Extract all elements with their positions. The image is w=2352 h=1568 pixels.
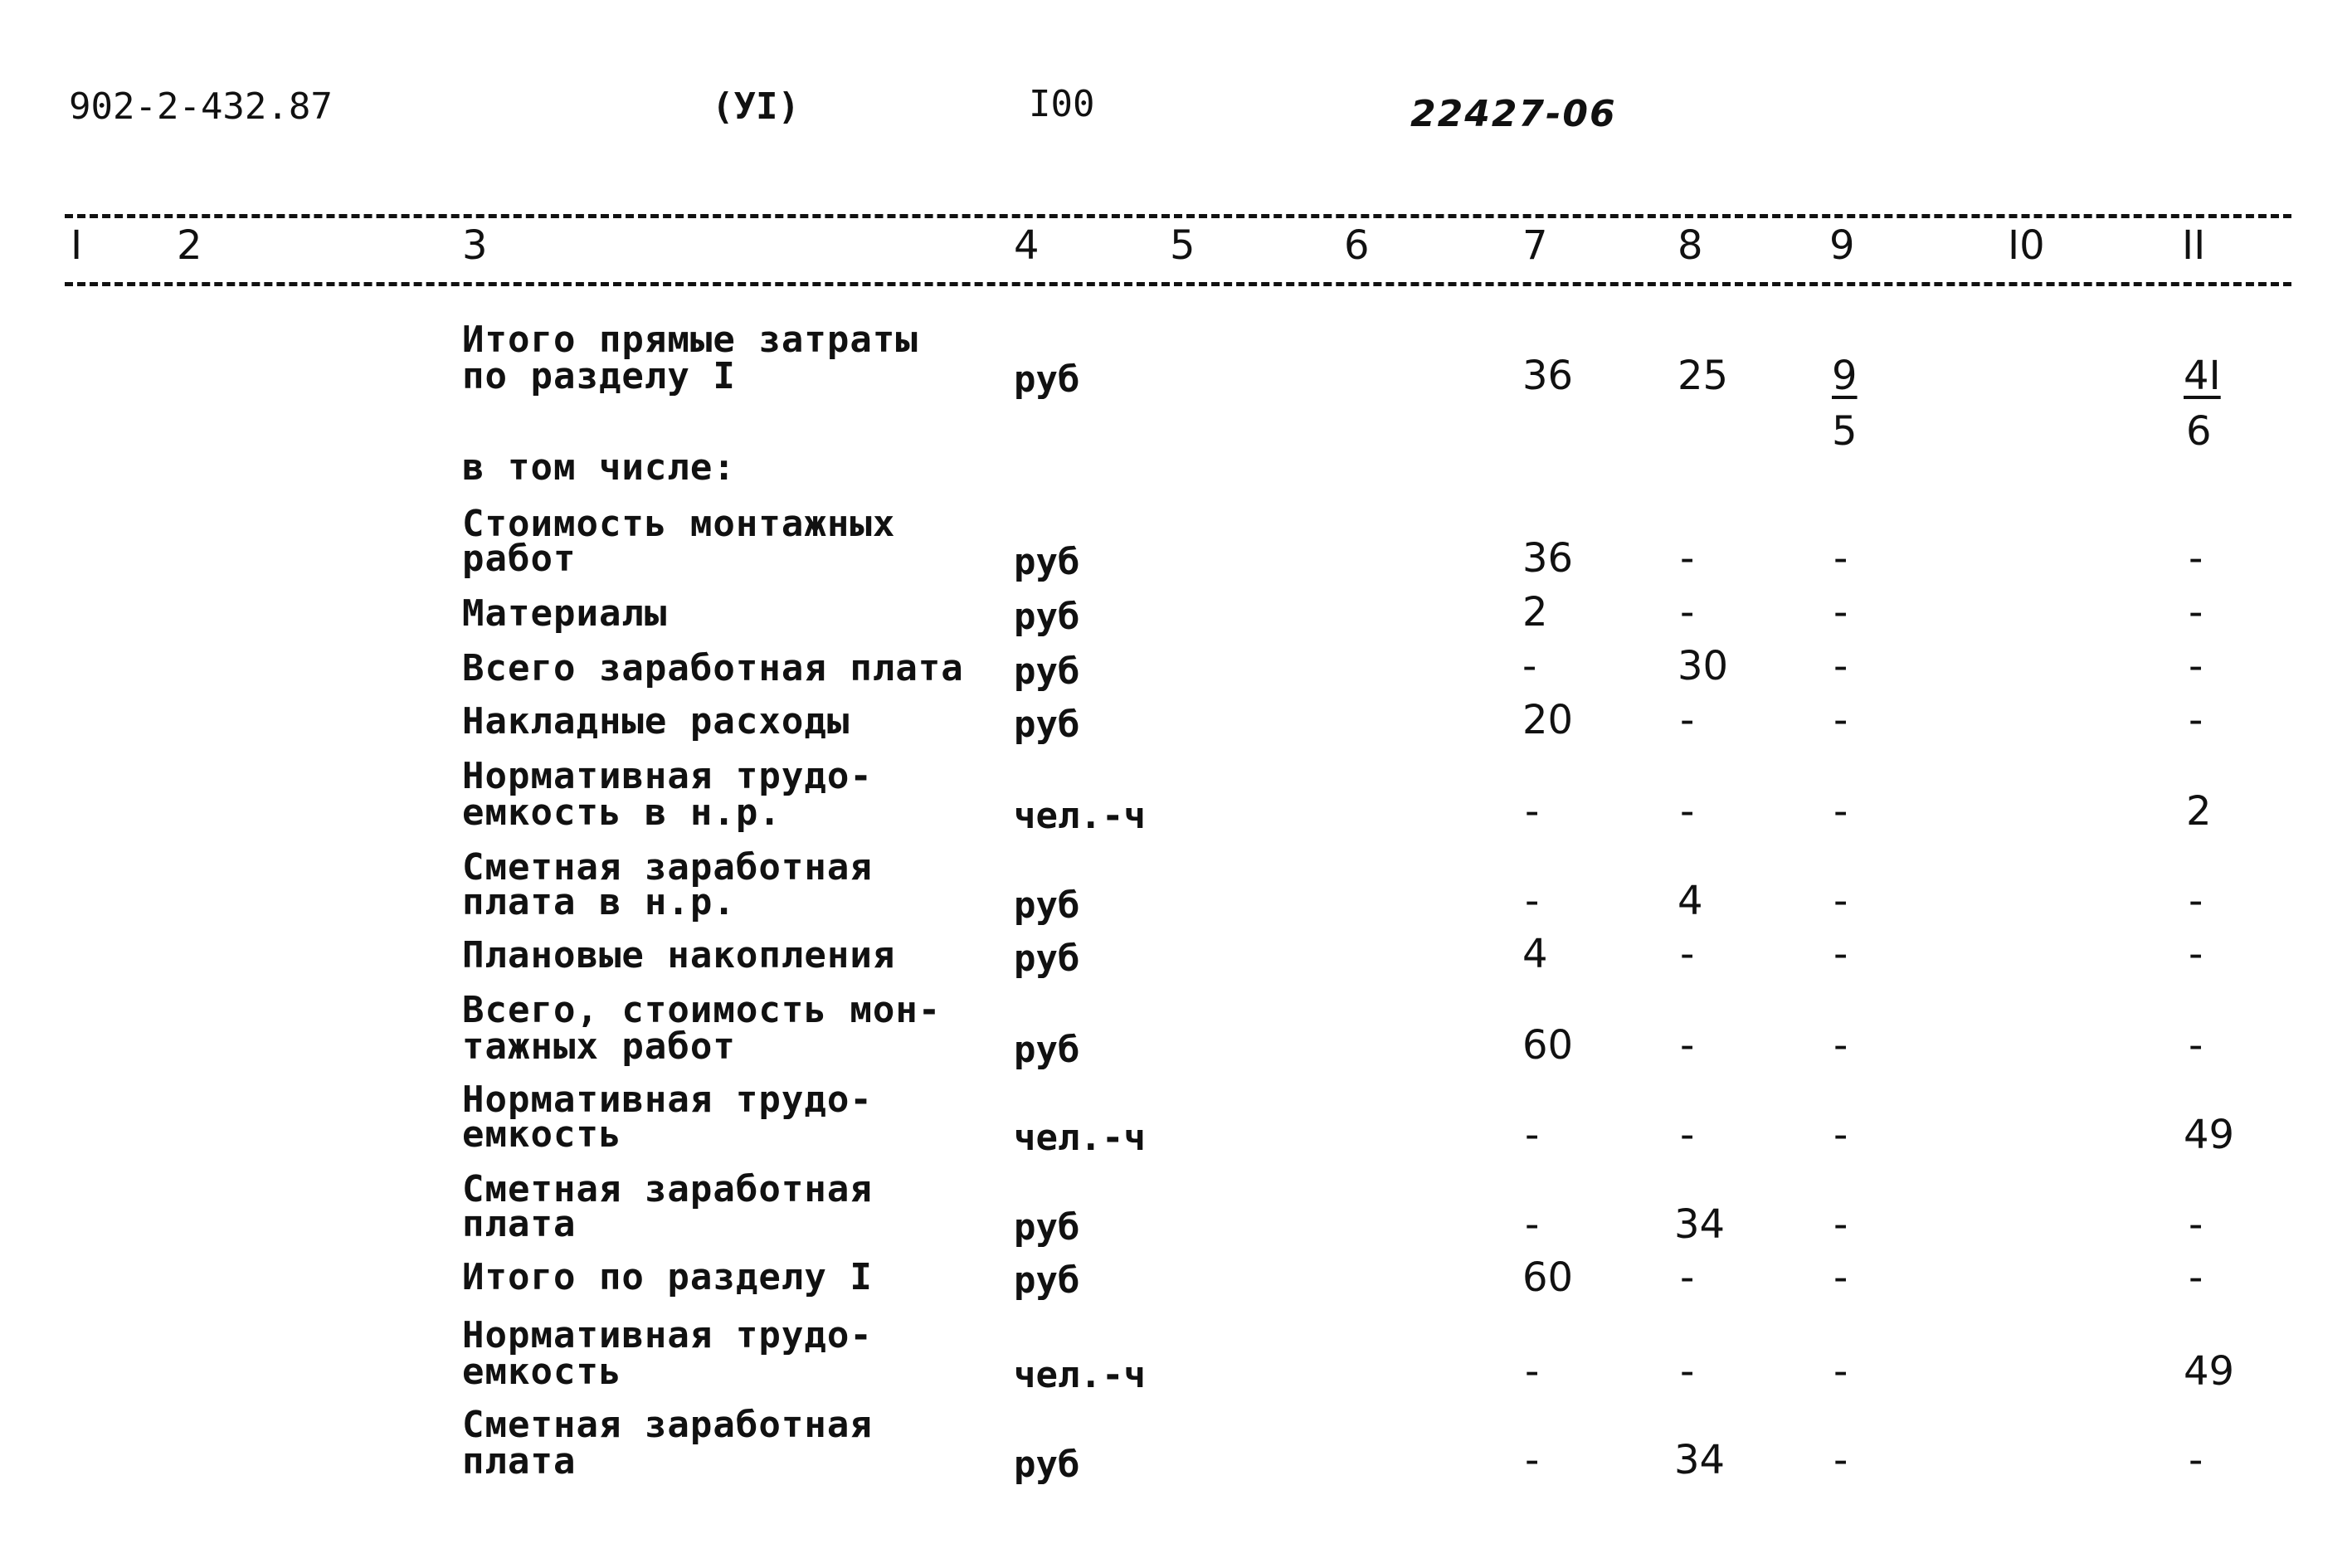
cell-col11: - <box>2189 1254 2203 1301</box>
handwritten-stamp-number: 22427-06 <box>1410 93 1617 135</box>
row-unit: чел.-ч <box>1014 1354 1146 1396</box>
cell-col8: 34 <box>1674 1437 1726 1483</box>
row-label-line1: Нормативная трудо- <box>462 755 873 797</box>
cell-col8: - <box>1680 535 1695 582</box>
row-label-line1: Накладные расходы <box>462 700 850 743</box>
cell-col8: 4 <box>1678 878 1703 924</box>
row-label-line1: Всего заработная плата <box>462 647 964 689</box>
page-number: I00 <box>1029 83 1095 125</box>
cell-col11-numerator: 4I <box>2184 353 2221 399</box>
row-label-line1: Сметная заработная <box>462 1168 873 1210</box>
row-label-line1: Всего, стоимость мон- <box>462 989 942 1031</box>
document-code: 902-2-432.87 <box>69 85 333 128</box>
cell-col9: - <box>1833 535 1848 582</box>
row-unit: руб <box>1014 1444 1080 1486</box>
column-header-6: 6 <box>1344 222 1370 269</box>
row-label-line1: Итого прямые затраты <box>462 319 918 361</box>
row-label-line1: в том числе: <box>462 446 736 489</box>
column-header-2: 2 <box>177 222 202 269</box>
cell-col9: - <box>1833 643 1848 689</box>
row-unit: руб <box>1014 541 1080 583</box>
cell-col9-denominator: 5 <box>1832 408 1858 455</box>
cell-col7: 4 <box>1522 931 1548 977</box>
cell-col11-denominator: 6 <box>2186 408 2212 455</box>
row-label-line1: Материалы <box>462 592 668 635</box>
row-unit: руб <box>1014 937 1080 980</box>
cell-col7: - <box>1525 788 1540 835</box>
top-dashed-rule <box>65 214 2291 218</box>
cell-col7: - <box>1525 1348 1540 1395</box>
cell-col11: - <box>2189 1022 2203 1069</box>
column-header-7: 7 <box>1522 222 1548 269</box>
cell-col9: - <box>1833 878 1848 924</box>
cell-col8: 30 <box>1678 643 1729 689</box>
row-label-line2: плата в н.р. <box>462 881 736 923</box>
row-label-line2: по разделу I <box>462 355 736 397</box>
cell-col8: - <box>1680 1348 1695 1395</box>
cell-col7: 60 <box>1522 1022 1574 1069</box>
cell-col8: - <box>1680 788 1695 835</box>
cell-col11: - <box>2189 697 2203 743</box>
cell-col8: - <box>1680 697 1695 743</box>
cell-col9-numerator: 9 <box>1832 353 1858 399</box>
column-header-11: II <box>2182 222 2206 269</box>
cell-col7: - <box>1525 1201 1540 1248</box>
row-label-line2: тажных работ <box>462 1025 736 1068</box>
row-unit: руб <box>1014 596 1080 638</box>
cell-col9: - <box>1833 1022 1848 1069</box>
row-label-line2: работ <box>462 538 577 580</box>
cell-col8: 34 <box>1674 1201 1726 1248</box>
cell-col11: 49 <box>2184 1348 2235 1395</box>
cell-col11: - <box>2189 1201 2203 1248</box>
cell-col11: - <box>2189 535 2203 582</box>
row-unit: чел.-ч <box>1014 1117 1146 1159</box>
cell-col11: - <box>2189 589 2203 635</box>
cell-col11: - <box>2189 1437 2203 1483</box>
row-label-line1: Сметная заработная <box>462 846 873 889</box>
cell-col7: - <box>1522 643 1537 689</box>
column-header-10: I0 <box>2008 222 2045 269</box>
cell-col8: - <box>1680 1254 1695 1301</box>
row-label-line2: емкость <box>462 1351 622 1393</box>
row-label-line1: Стоимость монтажных <box>462 503 896 545</box>
cell-col11: 49 <box>2184 1112 2235 1158</box>
row-unit: руб <box>1014 704 1080 746</box>
column-header-5: 5 <box>1170 222 1195 269</box>
cell-col7: - <box>1525 1112 1540 1158</box>
bottom-dashed-rule <box>65 282 2291 286</box>
cell-col8: - <box>1680 1022 1695 1069</box>
row-unit: руб <box>1014 1029 1080 1071</box>
row-label-line2: плата <box>462 1203 577 1245</box>
row-unit: руб <box>1014 884 1080 927</box>
cell-col8: 25 <box>1678 353 1729 399</box>
cell-col9: - <box>1833 931 1848 977</box>
cell-col9: - <box>1833 589 1848 635</box>
row-unit: руб <box>1014 358 1080 401</box>
cell-col9: - <box>1833 1437 1848 1483</box>
column-header-3: 3 <box>462 222 488 269</box>
row-label-line1: Плановые накопления <box>462 934 896 976</box>
cell-col9: - <box>1833 1112 1848 1158</box>
cell-col7: 2 <box>1522 589 1548 635</box>
cell-col11: - <box>2189 643 2203 689</box>
column-header-8: 8 <box>1678 222 1703 269</box>
cell-col11: - <box>2189 878 2203 924</box>
document-part: (УI) <box>712 85 800 128</box>
row-label-line1: Итого по разделу I <box>462 1256 873 1298</box>
cell-col8: - <box>1680 1112 1695 1158</box>
cell-col7: 20 <box>1522 697 1574 743</box>
row-unit: руб <box>1014 1206 1080 1249</box>
column-header-9: 9 <box>1829 222 1855 269</box>
cell-col9: - <box>1833 697 1848 743</box>
row-unit: чел.-ч <box>1014 795 1146 837</box>
cell-col9: - <box>1833 1201 1848 1248</box>
row-label-line2: емкость в н.р. <box>462 791 782 834</box>
row-label-line2: емкость <box>462 1113 622 1156</box>
column-header-4: 4 <box>1014 222 1040 269</box>
cell-col9: - <box>1833 1348 1848 1395</box>
cell-col7: 60 <box>1522 1254 1574 1301</box>
cell-col8: - <box>1680 931 1695 977</box>
row-label-line2: плата <box>462 1440 577 1483</box>
cell-col8: - <box>1680 589 1695 635</box>
column-header-1: I <box>71 222 83 269</box>
cell-col7: - <box>1525 878 1540 924</box>
cell-col11: - <box>2189 931 2203 977</box>
cell-col7: 36 <box>1522 535 1574 582</box>
row-unit: руб <box>1014 650 1080 693</box>
cell-col11: 2 <box>2186 788 2212 835</box>
cell-col9: - <box>1833 788 1848 835</box>
row-unit: руб <box>1014 1259 1080 1302</box>
row-label-line1: Нормативная трудо- <box>462 1314 873 1356</box>
cell-col7: 36 <box>1522 353 1574 399</box>
cell-col7: - <box>1525 1437 1540 1483</box>
row-label-line1: Нормативная трудо- <box>462 1079 873 1121</box>
row-label-line1: Сметная заработная <box>462 1404 873 1446</box>
cell-col9: - <box>1833 1254 1848 1301</box>
